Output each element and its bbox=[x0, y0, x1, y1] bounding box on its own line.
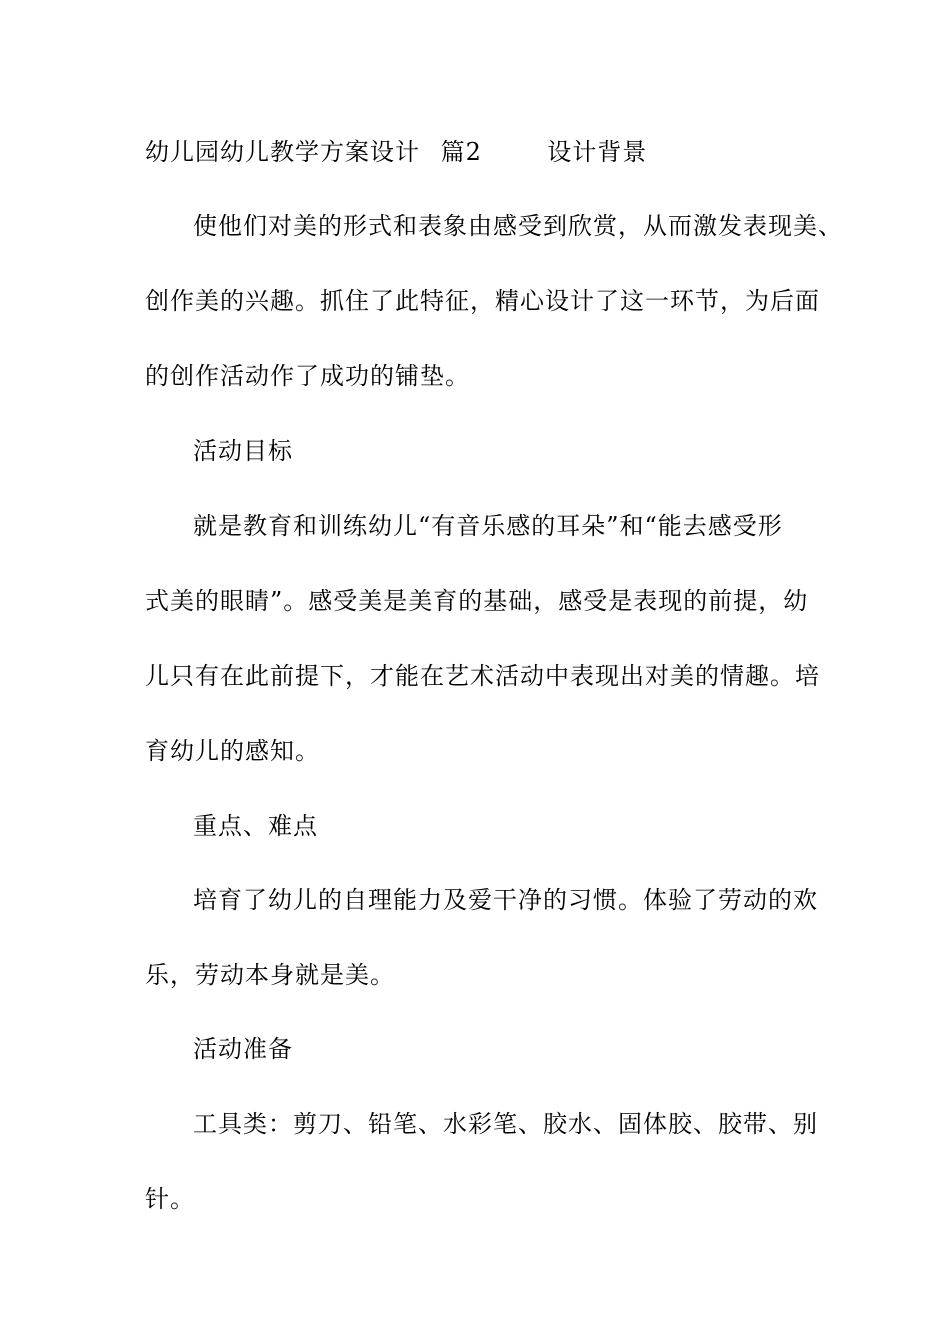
section-heading-key-points: 重点、难点 bbox=[193, 812, 318, 840]
section-heading-design-background: 设计背景 bbox=[547, 138, 648, 166]
paragraph-line: 就是教育和训练幼儿“有音乐感的耳朵”和“能去感受形 bbox=[193, 512, 783, 540]
paragraph-line: 创作美的兴趣。抓住了此特征，精心设计了这一环节，为后面 bbox=[145, 287, 820, 315]
paragraph-line: 使他们对美的形式和表象由感受到欣赏，从而激发表现美、 bbox=[193, 212, 843, 240]
section-heading-activity-preparation: 活动准备 bbox=[193, 1035, 293, 1063]
paragraph-line: 针。 bbox=[145, 1185, 195, 1213]
section-heading-activity-goals: 活动目标 bbox=[193, 437, 293, 465]
paragraph-line: 乐，劳动本身就是美。 bbox=[145, 961, 395, 989]
document-title: 幼儿园幼儿教学方案设计 bbox=[145, 138, 420, 166]
paragraph-line: 式美的眼睛”。感受美是美育的基础，感受是表现的前提，幼 bbox=[145, 587, 809, 615]
document-title-suffix: 篇2 bbox=[440, 138, 482, 166]
document-title-line bbox=[145, 137, 647, 167]
paragraph-line: 的创作活动作了成功的铺垫。 bbox=[145, 362, 470, 390]
paragraph-line: 培育了幼儿的自理能力及爱干净的习惯。体验了劳动的欢 bbox=[193, 886, 818, 914]
paragraph-line: 儿只有在此前提下，才能在艺术活动中表现出对美的情趣。培 bbox=[145, 662, 820, 690]
paragraph-line: 育幼儿的感知。 bbox=[145, 737, 320, 765]
paragraph-line: 工具类：剪刀、铅笔、水彩笔、胶水、固体胶、胶带、别 bbox=[193, 1110, 818, 1138]
